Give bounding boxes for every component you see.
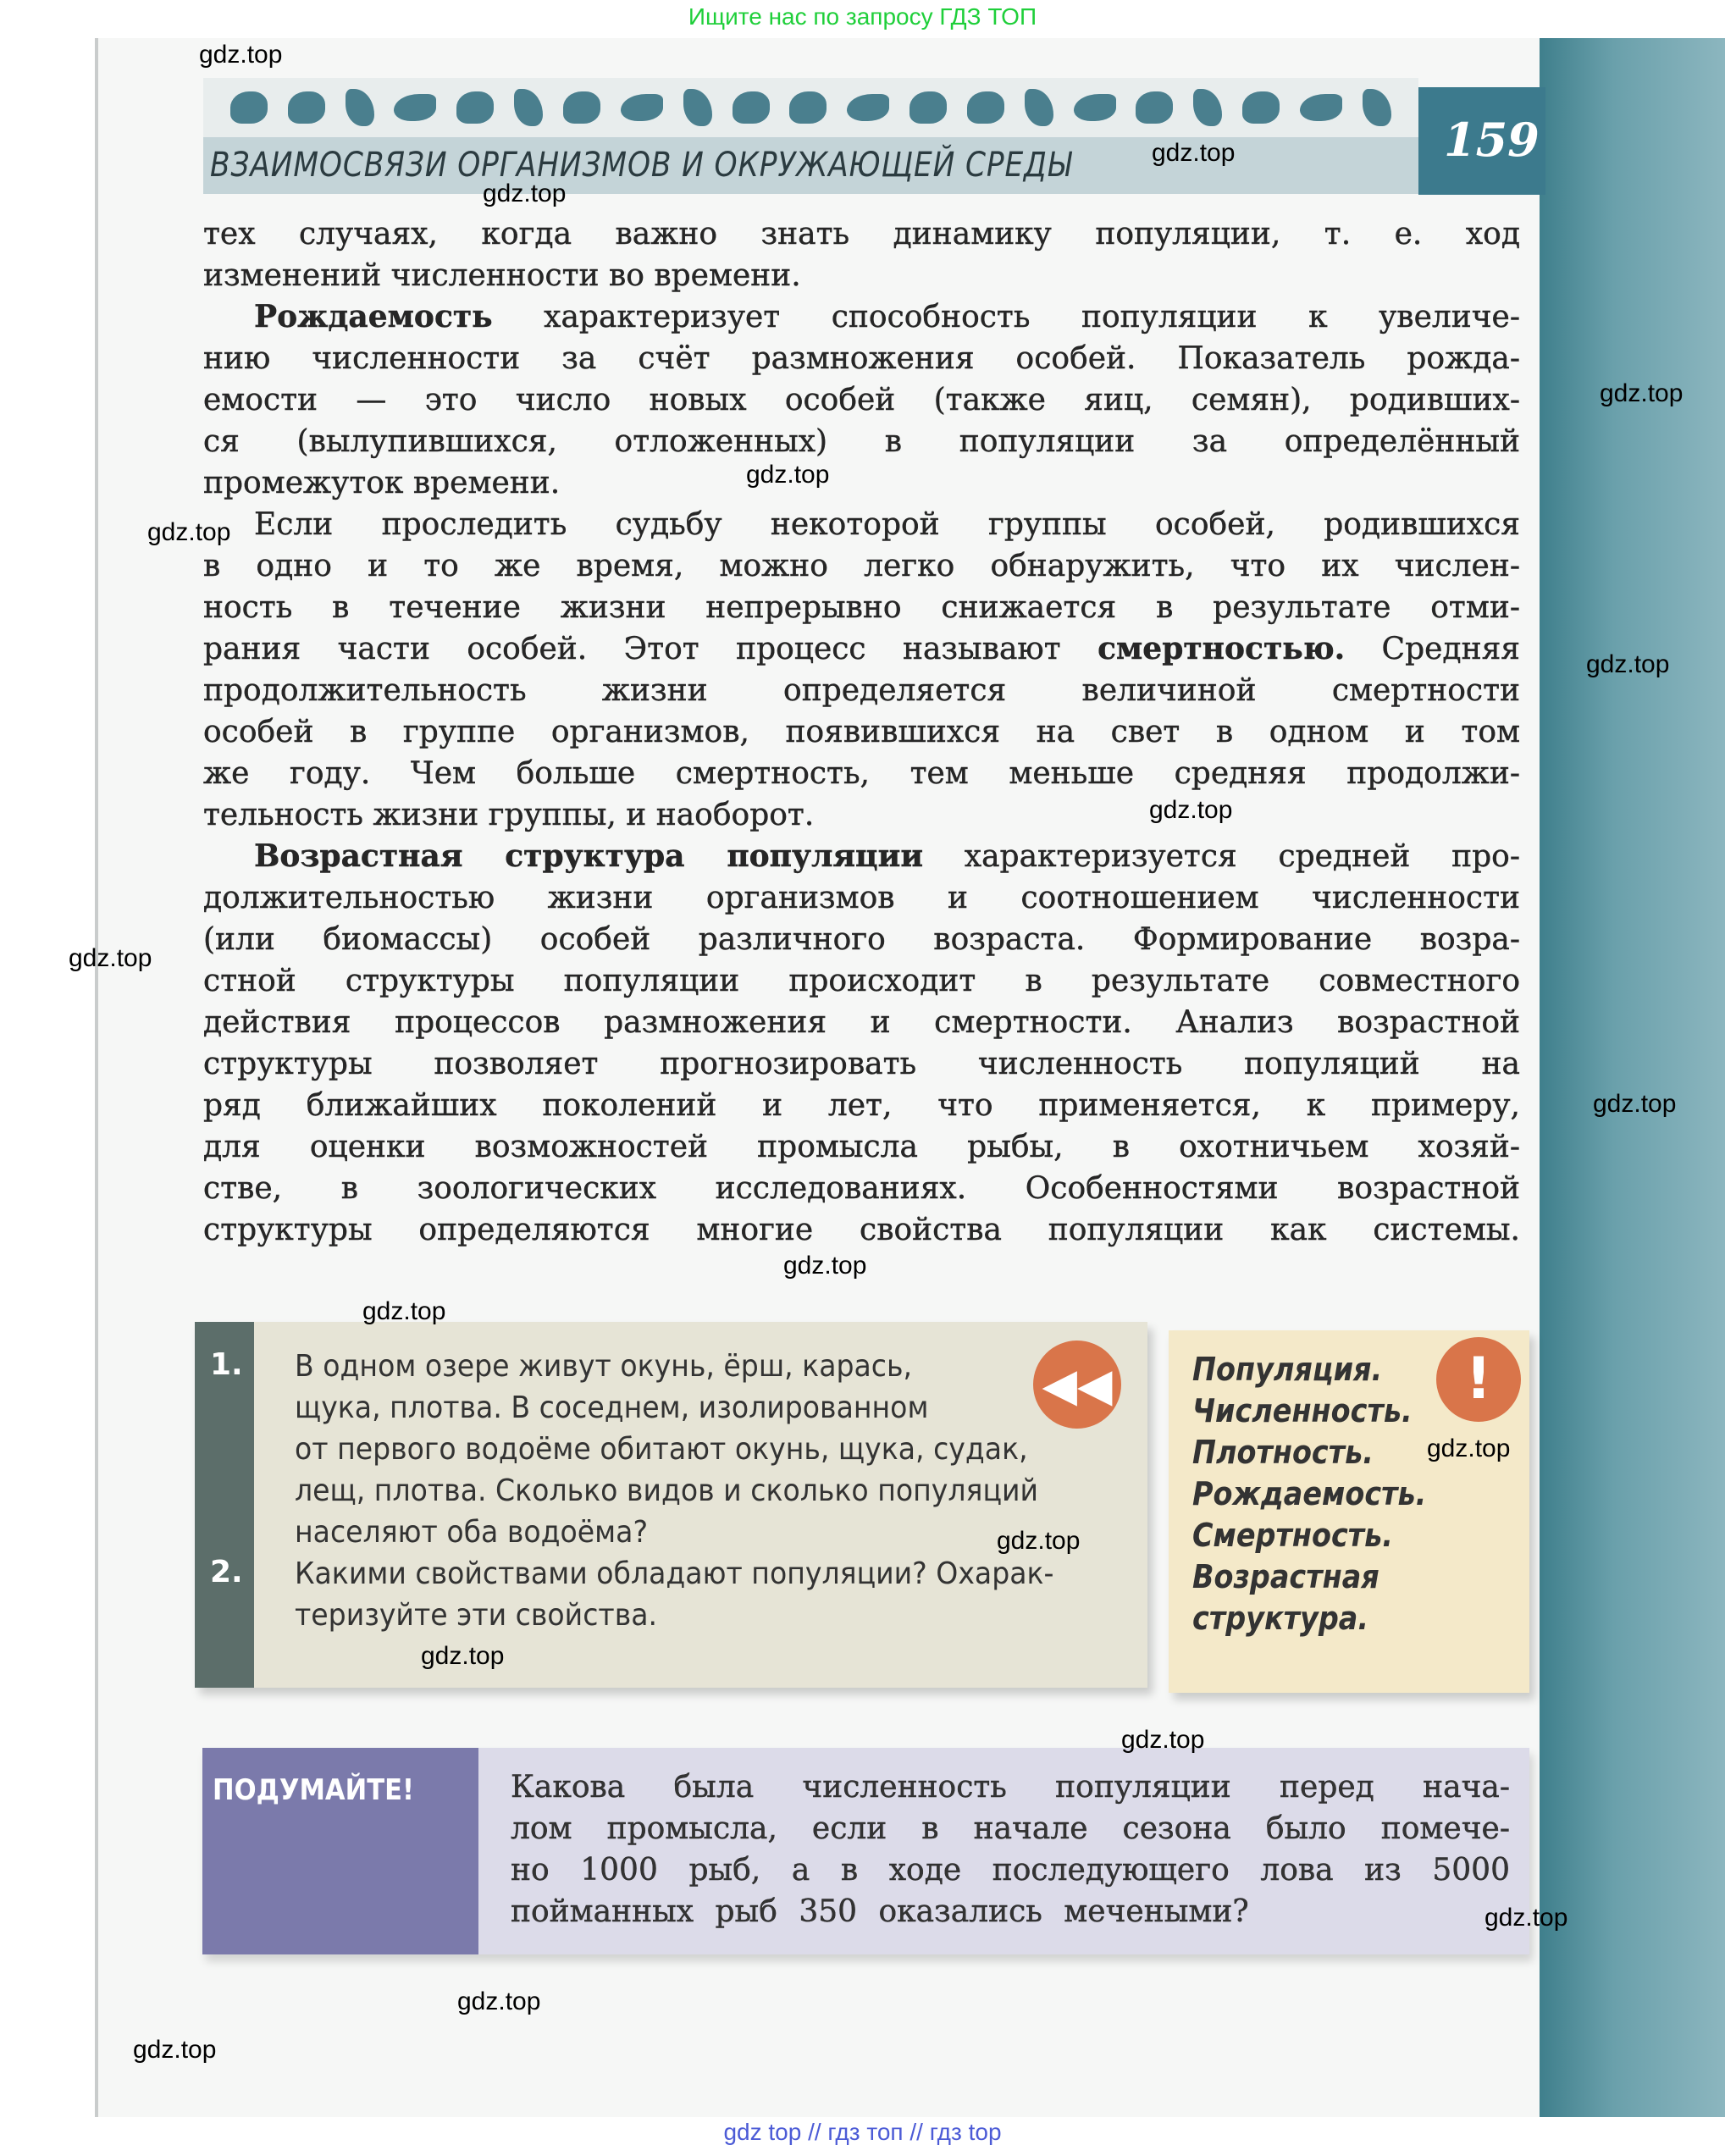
watermark: gdz.top — [362, 1297, 446, 1325]
watermark: gdz.top — [69, 944, 152, 972]
text-segment: действия процессов размножения и смертности. Анализ возрастной — [203, 1005, 1520, 1040]
key-term: Рождаемость. — [1192, 1475, 1427, 1512]
key-terms-list — [1192, 1349, 1426, 1639]
watermark: gdz.top — [1121, 1726, 1205, 1754]
animal-icon — [1193, 89, 1222, 126]
text-line — [203, 296, 1520, 338]
animal-icon — [230, 91, 268, 124]
think-label-column — [202, 1748, 478, 1954]
animal-icon — [1242, 91, 1280, 124]
watermark: gdz.top — [1600, 379, 1684, 407]
animal-icon — [288, 91, 325, 124]
animal-icon — [1363, 89, 1391, 126]
search-hint: Ищите нас по запросу ГДЗ ТОП — [688, 3, 1037, 30]
text-line — [203, 1085, 1520, 1126]
rewind-icon: ◀◀ — [1033, 1341, 1121, 1429]
text-line — [203, 255, 1520, 296]
exclamation-icon: ! — [1436, 1337, 1521, 1422]
page-number-box — [1418, 87, 1545, 195]
text-segment: продолжительность жизни определяется величиной смертности — [203, 673, 1520, 708]
text-line — [203, 421, 1520, 462]
animal-icon — [346, 89, 374, 126]
chapter-header — [203, 137, 1418, 194]
text-line — [203, 545, 1520, 587]
text-segment: Если проследить судьбу некоторой группы особей, родившихся — [254, 507, 1520, 542]
text-segment: изменений численности во времени. — [203, 258, 801, 293]
animal-icon — [909, 91, 947, 124]
watermark: gdz.top — [746, 461, 830, 489]
text-segment: нию численности за счёт размножения особей. Показатель рожда- — [203, 341, 1520, 376]
text-segment: же году. Чем больше смертность, тем меньше средняя продолжи- — [203, 756, 1520, 791]
animal-icon — [514, 89, 543, 126]
text-segment: для оценки возможностей промысла рыбы, в охотничьем хозяй- — [203, 1130, 1520, 1164]
bold-term: Возрастная структура популяции — [254, 838, 924, 874]
question-1-line: населяют оба водоёма? — [295, 1515, 649, 1550]
text-line — [203, 711, 1520, 753]
questions-text — [295, 1346, 1059, 1636]
watermark: gdz.top — [1152, 139, 1236, 167]
text-segment: Средняя — [1345, 632, 1521, 666]
page-edge — [95, 38, 98, 2117]
animal-icon — [1074, 94, 1116, 121]
side-color-bar — [1540, 38, 1725, 2117]
watermark: gdz.top — [147, 518, 231, 546]
animal-icon — [733, 91, 770, 124]
key-term: Смертность. — [1192, 1517, 1394, 1554]
watermark: gdz.top — [457, 1987, 541, 2015]
text-segment: структуры позволяет прогнозировать численность популяций на — [203, 1047, 1520, 1081]
text-segment: стве, в зоологических исследованиях. Особенностями возрастной — [203, 1171, 1520, 1206]
animal-icon — [621, 94, 663, 121]
bold-term: Рождаемость — [254, 299, 493, 334]
animal-icon — [789, 91, 827, 124]
text-segment: рания части особей. Этот процесс называют — [203, 632, 1098, 666]
think-line: но 1000 рыб, а в ходе последующего лова из 5000 — [511, 1853, 1510, 1888]
text-segment: (или биомассы) особей различного возраста. Формирование возра- — [203, 922, 1520, 957]
text-segment: тельность жизни группы, и наоборот. — [203, 798, 815, 832]
think-line: пойманных рыб 350 оказались мечеными? — [511, 1894, 1249, 1929]
text-line — [203, 628, 1520, 670]
footer-links: gdz top // гдз топ // гдз top — [723, 2119, 1002, 2145]
text-segment: емости — это число новых особей (также яиц, семян), родивших- — [203, 383, 1520, 417]
key-term: Возрастная — [1192, 1558, 1379, 1595]
text-line — [203, 1002, 1520, 1043]
key-term: структура. — [1192, 1600, 1369, 1637]
text-line — [203, 504, 1520, 545]
animal-icon — [1136, 91, 1173, 124]
question-1-line: от первого водоёме обитают окунь, щука, судак, — [295, 1432, 1028, 1467]
text-line — [203, 379, 1520, 421]
text-segment: тех случаях, когда важно знать динамику популяции, т. е. ход — [203, 217, 1520, 252]
question-number-2: 2. — [210, 1555, 243, 1589]
text-segment: стной структуры популяции происходит в результате совместного — [203, 964, 1520, 998]
watermark: gdz.top — [997, 1527, 1081, 1555]
chapter-title: ВЗАИМОСВЯЗИ ОРГАНИЗМОВ И ОКРУЖАЮЩЕЙ СРЕДЫ — [210, 146, 1072, 185]
text-line — [203, 1043, 1520, 1085]
watermark: gdz.top — [421, 1642, 505, 1670]
text-segment: ся (вылупившихся, отложенных) в популяции за определённый — [203, 424, 1520, 459]
text-line — [203, 753, 1520, 794]
watermark: gdz.top — [1593, 1090, 1677, 1118]
text-segment: характеризуется средней про- — [923, 839, 1521, 874]
bold-term: смертностью. — [1097, 631, 1346, 666]
animal-icon — [456, 91, 494, 124]
watermark: gdz.top — [133, 2036, 217, 2064]
page-number: 159 — [1444, 113, 1540, 167]
key-term: Популяция. — [1192, 1351, 1383, 1388]
key-term: Численность. — [1192, 1392, 1413, 1429]
animal-silhouettes-strip — [203, 78, 1418, 137]
text-segment: ность в течение жизни непрерывно снижается в результате отми- — [203, 590, 1520, 625]
questions-box — [195, 1322, 1147, 1688]
text-segment: характеризует способность популяции к увеличе- — [492, 300, 1520, 334]
animal-icon — [683, 89, 712, 126]
question-1-line: лещ, плотва. Сколько видов и сколько популяций — [295, 1473, 1039, 1508]
watermark: gdz.top — [483, 180, 567, 207]
text-line — [203, 919, 1520, 960]
question-number-1: 1. — [210, 1347, 243, 1382]
main-text — [203, 213, 1520, 1251]
watermark: gdz.top — [1427, 1435, 1511, 1462]
animal-icon — [1300, 94, 1342, 121]
animal-icon — [847, 94, 889, 121]
key-terms-box — [1169, 1330, 1529, 1693]
text-line — [203, 213, 1520, 255]
question-2-line: Какими свойствами обладают популяции? Охарак- — [295, 1556, 1054, 1591]
animal-icon — [1025, 89, 1053, 126]
think-label: ПОДУМАЙТЕ! — [213, 1773, 414, 1807]
think-question — [511, 1766, 1510, 1932]
text-line — [203, 338, 1520, 379]
watermark: gdz.top — [199, 41, 283, 69]
text-line — [203, 794, 1520, 836]
text-line — [203, 877, 1520, 919]
text-line — [203, 670, 1520, 711]
animal-icon — [563, 91, 600, 124]
text-segment: промежуток времени. — [203, 466, 561, 500]
think-line: Какова была численность популяции перед нача- — [511, 1770, 1510, 1805]
text-segment: в одно и то же время, можно легко обнаружить, что их числен- — [203, 549, 1520, 583]
text-segment: структуры определяются многие свойства популяции как системы. — [203, 1213, 1520, 1247]
text-line — [203, 1126, 1520, 1168]
question-2-line: теризуйте эти свойства. — [295, 1598, 658, 1633]
think-box — [202, 1748, 1529, 1954]
text-line — [203, 587, 1520, 628]
watermark: gdz.top — [1149, 796, 1233, 824]
text-line — [203, 836, 1520, 877]
question-1-line: В одном озере живут окунь, ёрш, карась, — [295, 1349, 913, 1384]
text-line — [203, 960, 1520, 1002]
watermark: gdz.top — [1484, 1904, 1568, 1932]
text-line — [203, 1168, 1520, 1209]
text-line — [203, 1209, 1520, 1251]
think-line: лом промысла, если в начале сезона было помече- — [511, 1811, 1510, 1846]
question-1-line: щука, плотва. В соседнем, изолированном — [295, 1390, 929, 1425]
animal-icon — [394, 94, 436, 121]
text-segment: ряд ближайших поколений и лет, что применяется, к примеру, — [203, 1088, 1520, 1123]
text-segment: должительностью жизни организмов и соотношением численности — [203, 881, 1520, 915]
text-line — [203, 462, 1520, 504]
animal-icon — [967, 91, 1004, 124]
watermark: gdz.top — [783, 1252, 867, 1280]
key-term: Плотность. — [1192, 1434, 1374, 1471]
text-segment: особей в группе организмов, появившихся на свет в одном и том — [203, 715, 1520, 749]
watermark: gdz.top — [1586, 650, 1670, 678]
